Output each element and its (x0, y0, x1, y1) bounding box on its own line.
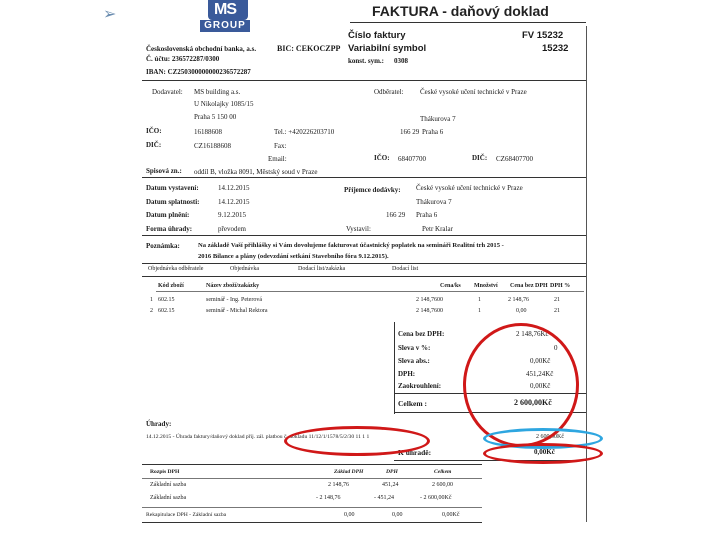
customer-name: České vysoké učení technické v Praze (420, 88, 527, 96)
order-header-2: Objednávka (230, 266, 259, 272)
recap-row-total: - 2 600,00Kč (420, 495, 452, 501)
recap-top-rule (142, 464, 482, 465)
order-header-3: Dodací list/zakázka (298, 266, 346, 272)
summary-total-label: Celkem : (398, 399, 427, 408)
summary-discount-abs-label: Sleva abs.: (398, 357, 430, 365)
summary-vat-label: DPH: (398, 370, 416, 378)
summary-total-value: 2 600,00Kč (514, 398, 552, 407)
bank-name: Československá obchodní banka, a.s. (146, 45, 257, 53)
recipient-label: Příjemce dodávky: (344, 186, 401, 194)
note-label: Poznámka: (146, 242, 180, 250)
supplier-dic: CZ16188608 (194, 142, 231, 150)
recap-row-label: Základní sazba (150, 495, 187, 501)
issuer-label: Vystavil: (346, 225, 371, 233)
summary-net-value: 2 148,76Kč (516, 330, 549, 338)
issued-label: Datum vystavení: (146, 184, 199, 192)
customer-label: Odběratel: (374, 88, 404, 96)
item-code: 602.15 (158, 308, 175, 314)
supplier-ico: 16188608 (194, 128, 222, 136)
bank-bic: BIC: CEKOCZPP (277, 44, 341, 53)
recap-row-label: Základní sazba (150, 482, 187, 488)
highlight-circle-amount-due (483, 443, 603, 464)
supplier-ico-label: IČO: (146, 127, 162, 135)
supplier-city: Praha 5 150 00 (194, 113, 237, 121)
summary-left-rule (394, 322, 395, 414)
recap-footer-total: 0,00Kč (442, 512, 460, 518)
payment-form: převodem (218, 225, 246, 233)
recipient-name: České vysoké učení technické v Praze (416, 184, 523, 192)
recap-row-vat: 451,24 (382, 482, 399, 488)
customer-city: Praha 6 (422, 128, 444, 136)
item-no: 1 (150, 297, 153, 303)
recap-row-base: - 2 148,76 (316, 495, 341, 501)
recipient-zip: 166 29 (386, 211, 406, 219)
customer-street: Thákurova 7 (420, 115, 456, 123)
bank-iban: IBAN: CZ250300000000236572287 (146, 68, 251, 76)
payments-label: Úhrady: (146, 420, 172, 428)
amount-due-value: 0,00Kč (534, 448, 555, 456)
summary-vat-value: 451,24Kč (526, 370, 554, 378)
recipient-city: Praha 6 (416, 211, 438, 219)
divider-4 (142, 263, 586, 264)
recap-header-total: Celkem (434, 469, 452, 475)
supplier-email: Email: (268, 155, 287, 163)
recap-header-label: Rozpis DPH (150, 469, 180, 475)
recap-footer-label: Rekapitulace DPH - Základní sazba (146, 512, 227, 518)
customer-zip: 166 29 (400, 128, 420, 136)
recipient-street: Thákurova 7 (416, 198, 452, 206)
recap-row-base: 2 148,76 (328, 482, 349, 488)
issued-date: 14.12.2015 (218, 184, 250, 192)
customer-ico: 68407700 (398, 155, 426, 163)
recap-header-base: Základ DPH (334, 469, 364, 475)
items-header-qty: Množství (474, 283, 498, 289)
supplier-label: Dodavatel: (152, 88, 183, 96)
summary-discount-abs-value: 0,00Kč (530, 357, 551, 365)
payment-form-label: Forma úhrady: (146, 225, 193, 233)
items-header-code: Kód zboží (158, 283, 184, 289)
summary-discount-pct-value: 0 (554, 344, 558, 352)
items-header-name: Název zboží/zakázky (206, 283, 260, 289)
recap-row-total: 2 600,00 (432, 482, 453, 488)
supplier-register-label: Spisová zn.: (146, 167, 182, 175)
constant-symbol-label: konst. sym.: (348, 57, 384, 65)
recap-bottom-rule (142, 522, 482, 523)
logo-ms-text: MS (214, 1, 236, 18)
customer-dic: CZ68407700 (496, 155, 533, 163)
slide-bullet: ➢ (103, 6, 117, 23)
amount-due-label: K úhradě: (398, 448, 432, 457)
customer-ico-label: IČO: (374, 154, 390, 162)
supplier-street: U Nikolajky 1085/15 (194, 100, 254, 108)
recap-header-vat: DPH (386, 469, 398, 475)
supplier-dic-label: DIČ: (146, 141, 162, 149)
supplier-name: MS building a.s. (194, 88, 241, 96)
summary-rounding-label: Zaokrouhlení: (398, 382, 442, 390)
item-no: 2 (150, 308, 153, 314)
supplier-phone: Tel.: +420226203710 (274, 128, 335, 136)
note-line-1: Na základě Vaší přihlášky si Vám dovolujeme fakturovat účastnický poplatek na semináři Realitní trh 2015 - (198, 242, 504, 249)
title-underline (350, 22, 586, 23)
recap-footer-base: 0,00 (344, 512, 355, 518)
variable-symbol-value: 15232 (542, 43, 569, 54)
company-logo (200, 0, 250, 34)
item-total: 0,00 (516, 308, 527, 314)
supplier-fax: Fax: (274, 142, 287, 150)
item-vat: 21 (554, 308, 560, 314)
item-price: 2 148,7600 (416, 308, 443, 314)
bank-account: Č. účtu: 236572287/0300 (146, 55, 220, 63)
items-header-total: Cena bez DPH (510, 283, 548, 289)
constant-symbol-value: 0308 (394, 57, 408, 65)
highlight-circle-payment-line (284, 426, 430, 456)
invoice-number-label: Číslo faktury (348, 30, 406, 41)
due-label: Datum splatnosti: (146, 198, 200, 206)
item-price: 2 148,7600 (416, 297, 443, 303)
summary-net-label: Cena bez DPH: (398, 330, 445, 338)
invoice-title: FAKTURA - daňový doklad (372, 3, 549, 19)
logo-group-text: GROUP (200, 20, 250, 32)
recap-header-rule (142, 478, 482, 479)
divider-2 (142, 177, 586, 178)
items-header-rule (156, 291, 584, 292)
recap-row-vat: - 451,24 (374, 495, 394, 501)
issuer-name: Petr Kralar (422, 225, 453, 233)
divider-3 (142, 235, 586, 236)
item-qty: 1 (478, 308, 481, 314)
summary-rounding-value: 0,00Kč (530, 382, 551, 390)
item-code: 602.15 (158, 297, 175, 303)
tax-date-label: Datum plnění: (146, 211, 190, 219)
item-name: seminář - Ing. Peterová (206, 297, 262, 303)
supplier-register: oddíl B, vložka 8091, Městský soud v Praze (194, 168, 318, 176)
due-date: 14.12.2015 (218, 198, 250, 206)
item-name: seminář - Michal Rektora (206, 308, 268, 314)
item-vat: 21 (554, 297, 560, 303)
recap-footer-vat: 0,00 (392, 512, 403, 518)
summary-discount-pct-label: Sleva v %: (398, 344, 431, 352)
tax-date: 9.12.2015 (218, 211, 246, 219)
recap-footer-rule (142, 507, 482, 508)
note-line-2: 2016 Bilance a plány (odevzdání setkání Stavebního fóra 9.12.2015). (198, 253, 389, 260)
item-total: 2 148,76 (508, 297, 529, 303)
invoice-number-value: FV 15232 (522, 30, 564, 41)
items-header-vat: DPH % (550, 283, 571, 289)
customer-dic-label: DIČ: (472, 154, 488, 162)
order-header-4: Dodací list (392, 266, 419, 272)
divider-5 (142, 276, 586, 277)
divider-1 (142, 80, 586, 81)
items-header-price: Cena/ks (440, 283, 461, 289)
order-header-1: Objednávka odběratele (148, 266, 204, 272)
payments-line: 14.12.2015 - Úhrada faktury/daňový doklad přij. zál. platbou č. dokladu 11/12/1/1578/5/2/30 11 1 1 (146, 434, 370, 440)
payments-amount: 2 600,00Kč (536, 434, 564, 440)
variable-symbol-label: Variabilní symbol (348, 43, 427, 54)
item-qty: 1 (478, 297, 481, 303)
